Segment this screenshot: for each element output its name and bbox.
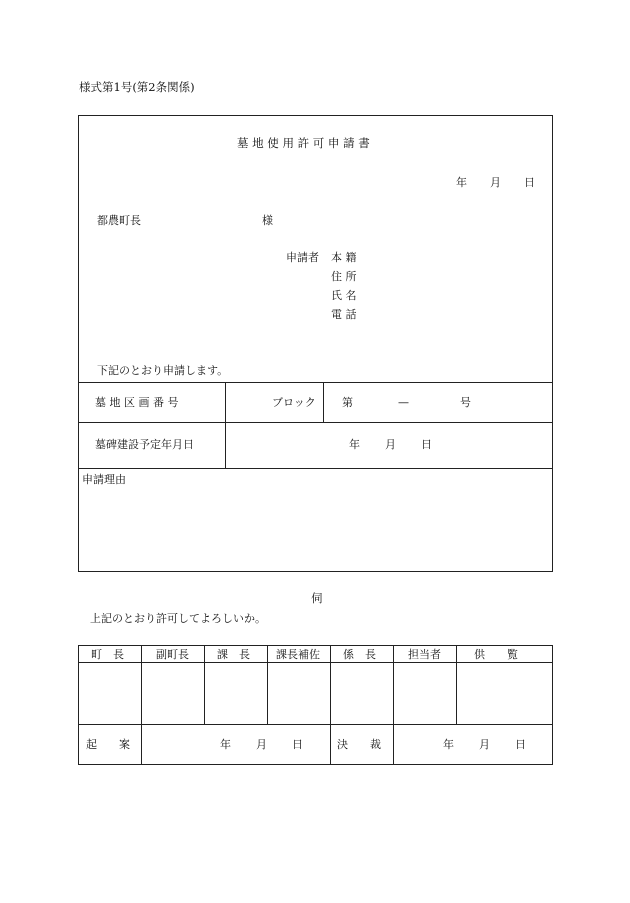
- name-label: 氏 名: [331, 289, 357, 302]
- reason-label: 申請理由: [82, 473, 126, 486]
- block-label: ブロック: [272, 396, 316, 409]
- role-unit-chief: 係 長: [343, 648, 376, 661]
- phone-label: 電 話: [331, 308, 357, 321]
- approval-divider-4: [330, 645, 331, 765]
- plot-number-label: 墓 地 区 画 番 号: [95, 396, 179, 409]
- applicant-label: 申請者: [286, 251, 319, 264]
- approval-divider-2: [204, 645, 205, 725]
- plot-row-top-rule: [78, 382, 553, 383]
- date-year-label: 年: [456, 176, 467, 189]
- drafted-label: 起 案: [86, 738, 130, 751]
- construction-date-label: 墓碑建設予定年月日: [95, 438, 194, 451]
- addressee: 都農町長: [97, 214, 141, 227]
- role-assistant-chief: 課長補佐: [276, 648, 320, 661]
- plot-dash: —: [398, 396, 409, 409]
- drafted-day-label: 日: [292, 738, 303, 751]
- role-town-mayor: 町 長: [91, 648, 124, 661]
- construction-month-label: 月: [385, 438, 396, 451]
- form-title: 墓 地 使 用 許 可 申 請 書: [237, 136, 370, 150]
- construction-row-top-rule: [78, 422, 553, 423]
- approval-stamp-rule: [78, 724, 553, 725]
- decided-month-label: 月: [479, 738, 490, 751]
- construction-year-label: 年: [349, 438, 360, 451]
- label-column-divider: [225, 382, 226, 469]
- role-section-chief: 課 長: [217, 648, 250, 661]
- date-month-label: 月: [490, 176, 501, 189]
- role-deputy-mayor: 副町長: [156, 648, 189, 661]
- application-form-frame: [78, 115, 553, 572]
- drafted-year-label: 年: [220, 738, 231, 751]
- approval-divider-3: [267, 645, 268, 725]
- decided-year-label: 年: [443, 738, 454, 751]
- plot-go-label: 号: [460, 396, 471, 409]
- application-statement: 下記のとおり申請します。: [97, 364, 229, 377]
- honorific: 様: [262, 214, 273, 227]
- address-label: 住 所: [331, 270, 357, 283]
- role-person-in-charge: 担当者: [408, 648, 441, 661]
- reason-row-top-rule: [78, 468, 553, 469]
- decided-label: 決 裁: [337, 738, 381, 751]
- approval-statement: 上記のとおり許可してよろしいか。: [90, 612, 266, 625]
- approval-heading: 伺: [311, 591, 323, 605]
- approval-divider-5: [393, 645, 394, 765]
- decided-day-label: 日: [515, 738, 526, 751]
- approval-header-rule: [78, 662, 553, 663]
- honseki-label: 本 籍: [331, 251, 357, 264]
- role-circulation: 供 覧: [474, 648, 518, 661]
- construction-day-label: 日: [421, 438, 432, 451]
- approval-divider-1: [141, 645, 142, 765]
- drafted-month-label: 月: [256, 738, 267, 751]
- plot-dai-label: 第: [342, 396, 353, 409]
- approval-divider-6: [456, 645, 457, 725]
- form-label: 様式第1号(第2条関係): [79, 80, 195, 94]
- block-column-divider: [323, 382, 324, 422]
- date-day-label: 日: [524, 176, 535, 189]
